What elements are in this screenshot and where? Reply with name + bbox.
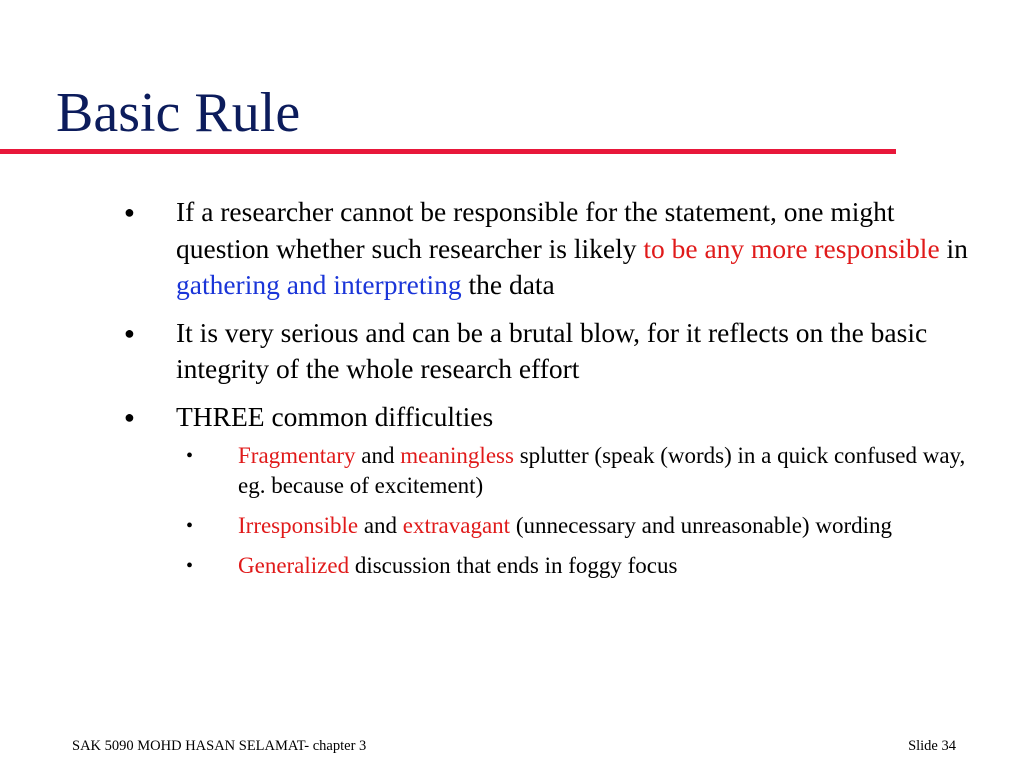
bullet-text: If a researcher cannot be responsible for the statement, one might question whether such researcher is likely xyxy=(176,196,895,264)
bullet-item-researcher-responsibility xyxy=(120,194,980,304)
bullet-text: THREE common difficulties xyxy=(176,400,494,432)
bullet-dot-icon: ● xyxy=(124,406,135,427)
sub-bullet-item-irresponsible xyxy=(120,511,980,541)
bullet-item-three-difficulties xyxy=(120,399,980,436)
sub-bullet-text: and xyxy=(355,443,401,468)
sub-bullet-list xyxy=(120,441,980,581)
highlight-red: Fragmentary xyxy=(238,443,356,468)
highlight-red: meaningless xyxy=(400,443,514,468)
title-underline xyxy=(0,149,896,154)
sub-bullet-text: discussion that ends in foggy focus xyxy=(349,553,678,578)
sub-bullet-dot-icon: • xyxy=(186,515,194,537)
highlight-red: Generalized xyxy=(238,553,350,578)
footer-course-label: SAK 5090 MOHD HASAN SELAMAT- chapter 3 xyxy=(72,738,367,754)
sub-bullet-text: and xyxy=(358,513,403,538)
sub-bullet-dot-icon: • xyxy=(186,555,194,577)
footer-slide-number: Slide 34 xyxy=(908,738,956,754)
bullet-dot-icon: ● xyxy=(124,202,135,222)
bullet-text: the data xyxy=(461,269,555,300)
bullet-list xyxy=(120,194,980,591)
sub-bullet-dot-icon: • xyxy=(186,445,194,467)
bullet-dot-icon: ● xyxy=(124,322,135,343)
bullet-text: It is very serious and can be a brutal blow, for it reflects on the basic integrity of the whole research effort xyxy=(176,316,928,384)
bullet-text: in xyxy=(939,232,968,264)
sub-bullet-text: (unnecessary and unreasonable) wording xyxy=(510,513,892,538)
highlight-red: to be any more responsible xyxy=(643,232,940,264)
bullet-item-serious-blow xyxy=(120,315,980,388)
slide-title: Basic Rule xyxy=(56,82,301,144)
highlight-red: extravagant xyxy=(402,513,511,538)
highlight-blue: gathering and interpreting xyxy=(176,269,462,300)
sub-bullet-item-generalized xyxy=(120,551,980,581)
highlight-red: Irresponsible xyxy=(238,513,359,538)
sub-bullet-item-fragmentary xyxy=(120,441,980,501)
sub-bullet-text: splutter (speak (words) in a quick confused way, eg. because of excitement) xyxy=(238,443,966,498)
